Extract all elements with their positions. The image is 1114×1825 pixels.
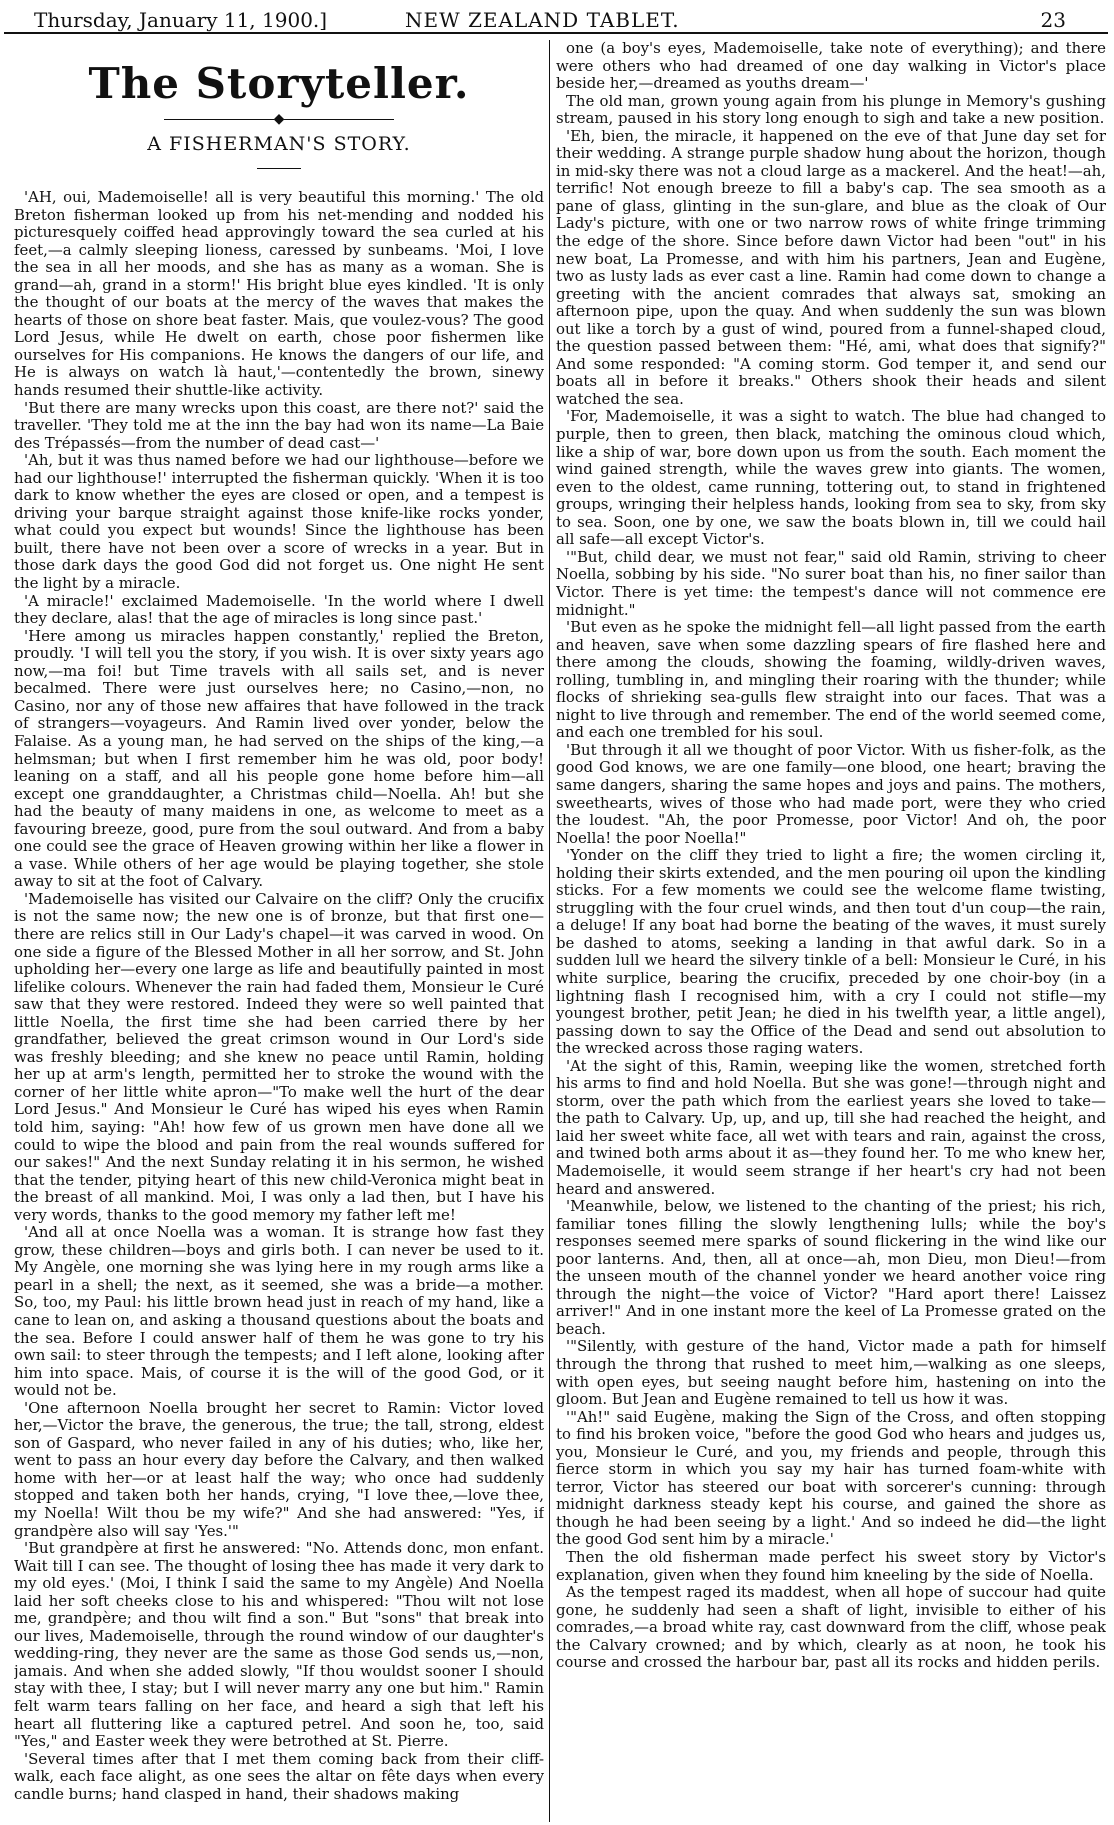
heading-ornament [14, 112, 544, 126]
paragraph: 'And all at once Noella was a woman. It is strange how fast they grow, these children—boys and girls both. I can never be used to it. My Angèle, one morning she was lying here in my rough arms like a pearl in a shell; the next, as it seemed, she was a bride—a mother. So, too, my Paul: his little brown head just in reach of my hand, like a cane to lean on, and asking a thousand questions about the boats and the sea. Before I could answer half of them he was gone to try his own sail: to steer through the tempests; and I left alone, looking after him into space. Mais, of course it is the will of the good God, or it would not be. [14, 1223, 544, 1400]
page-header [0, 0, 1114, 34]
header-paper-title: NEW ZEALAND TABLET. [405, 8, 680, 32]
header-rule [4, 32, 1108, 34]
paragraph: 'But even as he spoke the midnight fell—all light passed from the earth and heaven, save when some dazzling spears of fire flashed here and there among the clouds, showing the foaming, wildly-driven waves, rolling, tumbling in, and mingling their roaring with the thunder; while flocks of shrieking sea-gulls flew straight into our faces. That was a night to live through and remember. The end of the world seemed come, and each one trembled for his soul. [556, 618, 1106, 742]
paragraph: one (a boy's eyes, Mademoiselle, take note of everything); and there were others who had dreamed of one day walking in Victor's place beside her,—dreamed as youths dream—' [556, 40, 1106, 93]
paragraph: 'Eh, bien, the miracle, it happened on the eve of that June day set for their wedding. A strange purple shadow hung about the horizon, though in mid-sky there was not a cloud large as a mackerel. And the heat!—ah, terrific! Not enough breeze to fill a baby's cap. The sea smooth as a pane of glass, glinting in the sun-glare, and blue as the cloak of Our Lady's picture, with one or two narrow rows of white fringe trimming the edge of the shore. Since before dawn Victor had been "out" in his new boat, La Promesse, and with him his partners, Jean and Eugène, two as lusty lads as ever cast a line. Ramin had come down to change a greeting with the ancient comrades that always sat, smoking an afternoon pipe, upon the quay. And when suddenly the sun was blown out like a torch by a gust of wind, poured from a funnel-shaped cloud, the question passed between them: "Hé, ami, what does that signify?" And some responded: "A coming storm. God temper it, and send our boats all in before it breaks." Others shook their heads and silent watched the sea. [556, 126, 1106, 408]
paragraph: 'But grandpère at first he answered: "No. Attends donc, mon enfant. Wait till I can see. The thought of losing thee has made it very dark to my old eyes.' (Moi, I think I said the same to my Angèle) And Noella laid her soft cheeks close to his and whispered: "Thou wilt not lose me, grandpère; and thou wilt find a son." But "sons" that break into our lives, Mademoiselle, through the round window of our daughter's wedding-ring, they never are the same as those God sends us,—non, jamais. And when she added slowly, "If thou wouldst sooner I should stay with thee, I stay; but I will never marry any one but him." Ramin felt warm tears falling on her face, and heard a sigh that left his heart all fluttering like a captured petrel. And soon he, too, said "Yes," and Easter week they were betrothed at St. Pierre. [14, 1539, 544, 1751]
diamond-ornament-icon: ◆ [273, 111, 285, 127]
paragraph: '"But, child dear, we must not fear," said old Ramin, striving to cheer Noella, sobbing by his side. "No surer boat than his, no finer sailor than Victor. There is yet time: the tempest's dance will not commence ere midnight." [556, 547, 1106, 619]
paragraph: 'For, Mademoiselle, it was a sight to watch. The blue had changed to purple, then to green, then black, matching the ominous cloud which, like a ship of war, bore down upon us from the south. Each moment the wind gained strength, while the waves grew into giants. The women, even to the oldest, came running, tottering out, to stand in frightened groups, wringing their helpless hands, looking from sea to sky, from sky to sea. Soon, one by one, we saw the boats blown in, till we could hail all safe—all except Victor's. [556, 407, 1106, 549]
paragraph: 'One afternoon Noella brought her secret to Ramin: Victor loved her,—Victor the brave, the generous, the true; the tall, strong, eldest son of Gaspard, who never failed in any of his duties; who, like her, went to pass an hour every day before the Calvary, and then walked home with her—or at least half the way; who once had suddenly stopped and taken both her hands, crying, "I love thee,—love thee, my Noella! Wilt thou be my wife?" And she had answered: "Yes, if grandpère also will say 'Yes.'" [14, 1398, 544, 1540]
paragraph: '"Silently, with gesture of the hand, Victor made a path for himself through the throng that rushed to meet him,—walking as one sleeps, with open eyes, but seeing naught before him, hastening on into the gloom. But Jean and Eugène remained to tell us how it was. [556, 1337, 1106, 1409]
paragraph: 'At the sight of this, Ramin, weeping like the women, stretched forth his arms to find and hold Noella. But she was gone!—through night and storm, over the path which from the earliest years she loved to take—the path to Calvary. Up, up, and up, till she had reached the height, and laid her sweet white face, all wet with tears and rain, against the cross, and twined both arms about it as—they found her. To me who knew her, Mademoiselle, it would seem strange if her heart's cry had not been heard and answered. [556, 1056, 1106, 1198]
right-column [556, 40, 1106, 1825]
paragraph: As the tempest raged its maddest, when all hope of succour had quite gone, he suddenly had seen a shaft of light, invisible to either of his comrades,—a broad white ray, cast downward from the cliff, whose peak the Calvary crowned; and by which, clearly as at noon, he took his course and crossed the harbour bar, past all its rocks and hidden perils. [556, 1583, 1106, 1672]
paragraph: 'A miracle!' exclaimed Mademoiselle. 'In the world where I dwell they declare, alas! that the age of miracles is long since past.' [14, 591, 544, 628]
title-rule [257, 168, 301, 169]
paragraph: 'Mademoiselle has visited our Calvaire on the cliff? Only the crucifix is not the same now; the new one is of bronze, but that first one—there are relics still in Our Lady's chapel—it was carved in wood. On one side a figure of the Blessed Mother in all her sorrow, and St. John upholding her—every one large as life and beautifully painted in most lifelike colours. Whenever the rain had faded them, Monsieur le Curé saw that they were restored. Indeed they were so well painted that little Noella, the first time she had been carried there by her grandfather, believed the great crimson wound in Our Lord's side was freshly bleeding; and she knew no peace until Ramin, holding her up at arm's length, permitted her to stroke the wound with the corner of her little white apron—"To make well the hurt of the dear Lord Jesus." And Monsieur le Curé has wiped his eyes when Ramin told him, saying: "Ah! how few of us grown men have done all we could to wipe the blood and pain from the real wounds suffered for our sakes!" And the next Sunday relating it in his sermon, he wished that the tender, pitying heart of this new child-Veronica might beat in the breast of all mankind. Moi, I was only a lad then, but I have his very words, thanks to the good memory my father left me! [14, 889, 544, 1224]
paragraph: 'Yonder on the cliff they tried to light a fire; the women circling it, holding their skirts extended, and the men pouring oil upon the kindling sticks. For a few moments we could see the welcome flame twisting, struggling with the four cruel winds, and then tout d'un coup—the rain, a deluge! If any boat had borne the beating of the waves, it must surely be dashed to atoms, seeking a landing in that awful dark. So in a sudden lull we heard the silvery tinkle of a bell: Monsieur le Curé, in his white surplice, bearing the crucifix, preceded by one choir-boy (in a lightning flash I recognised him, with a cry I could not stifle—my youngest brother, petit Jean; he died in his twelfth year, a little angel), passing down to say the Office of the Dead and send out absolution to the wrecked across those raging waters. [556, 846, 1106, 1058]
paragraph: '"Ah!" said Eugène, making the Sign of the Cross, and often stopping to find his broken voice, "before the good God who hears and judges us, you, Monsieur le Curé, and you, my friends and people, through this fierce storm in which you say my hair has turned foam-white with terror, Victor has steered our boat with sorcerer's cunning: through midnight darkness steady kept his course, and gained the shore as though he had been seeing by a light.' And so indeed he did—the light the good God sent him by a miracle.' [556, 1407, 1106, 1549]
article-title: A FISHERMAN'S STORY. [147, 133, 411, 155]
paragraph: 'But through it all we thought of poor Victor. With us fisher-folk, as the good God knows, we are one family—one blood, one heart; braving the same dangers, sharing the same hopes and joys and pains. The mothers, sweethearts, wives of those who had made port, were they who cried the loudest. "Ah, the poor Promesse, poor Victor! And oh, the poor Noella! the poor Noella!" [556, 740, 1106, 847]
section-heading: The Storyteller. [88, 59, 470, 108]
paragraph: 'Meanwhile, below, we listened to the chanting of the priest; his rich, familiar tones filling the slowly lengthening lulls; while the boy's responses seemed mere sparks of sound flickering in the wind like our poor lanterns. And, then, all at once—ah, mon Dieu, mon Dieu!—from the unseen mouth of the channel yonder we heard another voice ring through the night—the voice of Victor? "Hard aport there! Laissez arriver!" And in one instant more the keel of La Promesse grated on the beach. [556, 1197, 1106, 1338]
header-page-number: 23 [1040, 8, 1066, 32]
column-divider [549, 40, 550, 1822]
paragraph: 'Ah, but it was thus named before we had our lighthouse—before we had our lighthouse!' interrupted the fisherman quickly. 'When it is too dark to know whether the eyes are closed or open, and a tempest is driving your barque straight against those knife-like rocks yonder, what could you expect but wounds! Since the lighthouse has been built, there have not been over a score of wrecks in a year. But in those dark days the good God did not forget us. One night He sent the light by a miracle. [14, 451, 544, 593]
paragraph: Then the old fisherman made perfect his sweet story by Victor's explanation, given when they found him kneeling by the side of Noella. [556, 1548, 1106, 1584]
paragraph: The old man, grown young again from his plunge in Memory's gushing stream, paused in his story long enough to sigh and take a new position. [556, 91, 1106, 128]
paragraph: 'Here among us miracles happen constantly,' replied the Breton, proudly. 'I will tell you the story, if you wish. It is over sixty years ago now,—ma foi! but Time travels with all sails set, and is never becalmed. There were just ourselves here; no Casino,—non, no Casino, nor any of those new affaires that have followed in the track of strangers—voyageurs. And Ramin lived over yonder, below the Falaise. As a young man, he had served on the ships of the king,—a helmsman; but when I first remember him he was old, poor body! leaning on a staff, and all his people gone home before him—all except one granddaughter, a Christmas child—Noella. Ah! but she had the beauty of many maidens in one, as welcome to meet as a favouring breeze, good, pure from the soul outward. And from a baby one could see the grace of Heaven growing within her like a flower in a vase. While others of her age would be playing together, she stole away to sit at the foot of Calvary. [14, 626, 544, 891]
left-column [14, 40, 544, 1825]
paragraph: 'Several times after that I met them coming back from their cliff-walk, each face alight, as one sees the altar on fête days when every candle burns; hand clasped in hand, their shadows making [14, 1749, 544, 1803]
header-date: Thursday, January 11, 1900.] [34, 8, 328, 32]
paragraph: 'But there are many wrecks upon this coast, are there not?' said the traveller. 'They told me at the inn the bay had won its name—La Baie des Trépassés—from the number of dead cast—' [14, 398, 544, 452]
paragraph: 'AH, oui, Mademoiselle! all is very beautiful this morning.' The old Breton fisherman looked up from his net-mending and nodded his picturesquely coiffed head approvingly toward the sea curled at his feet,—a calmly sleeping lioness, caressed by sunbeams. 'Moi, I love the sea in all her moods, and she has as many as a woman. She is grand—ah, grand in a storm!' His bright blue eyes kindled. 'It is only the thought of our boats at the mercy of the waves that makes the hearts of those on shore beat faster. Mais, que voulez-vous? The good Lord Jesus, while He dwelt on earth, chose poor fishermen like ourselves for His companions. He knows the dangers of our life, and He is always on watch là haut,'—contentedly the brown, sinewy hands resumed their shuttle-like activity. [14, 188, 544, 400]
